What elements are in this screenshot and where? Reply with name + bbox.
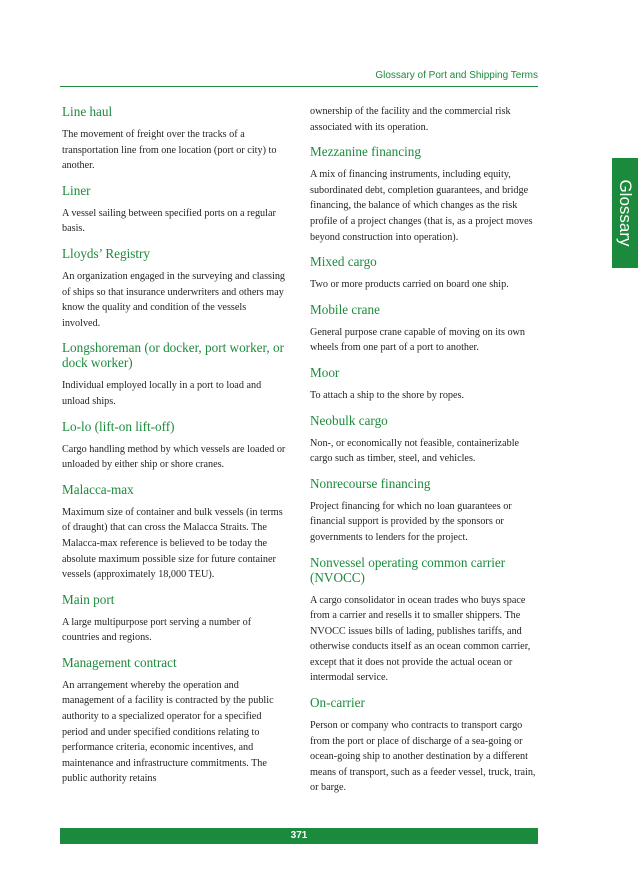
entry-term: On-carrier: [310, 695, 365, 711]
glossary-entry: [310, 254, 538, 293]
entry-definition: A cargo consolidator in ocean trades who buys space from a carrier and resells it to smaller shippers. The NVOCC issues bills of lading, publishes tariffs, and otherwise conducts itself as an ocean common carrier, except that it does not provide the actual ocean or intermodal service.: [310, 594, 531, 684]
entry-term: Nonvessel operating common carrier (NVOCC): [310, 554, 506, 585]
entry-term: Neobulk cargo: [310, 412, 388, 428]
glossary-entry: [310, 555, 538, 687]
right-column: [310, 104, 538, 805]
page-number: 371: [290, 830, 308, 841]
entry-term: Nonrecourse financing: [310, 475, 431, 491]
entry-definition: General purpose crane capable of moving on its own wheels from one part of a port to another.: [310, 326, 525, 354]
header-rule: [60, 86, 538, 87]
entry-term: Mobile crane: [310, 301, 380, 317]
glossary-entry: [62, 183, 286, 237]
glossary-entry: [62, 246, 286, 331]
entry-term: Lo-lo (lift-on lift-off): [62, 418, 175, 434]
entry-definition: An arrangement whereby the operation and management of a facility is contracted by the public authority to a specialized operator for a specified period and under specified conditions relating to performance criteria, economic incentives, and maintenance and infrastructure commitments. The public authority retains: [62, 679, 274, 785]
entry-definition: A mix of financing instruments, including equity, subordinated debt, completion guarantees, and bridge financing, the balance of which changes as the risk profile of a project changes (that is, as a project moves beyond construction into operation).: [310, 169, 533, 243]
entry-definition: Individual employed locally in a port to load and unload ships.: [62, 380, 262, 407]
glossary-entry: [310, 695, 538, 796]
entry-definition: To attach a ship to the shore by ropes.: [310, 389, 465, 401]
side-tab-label: Glossary: [616, 179, 635, 247]
entry-term: Moor: [310, 364, 340, 380]
entry-term: Lloyds’ Registry: [62, 245, 151, 261]
glossary-entry: [310, 365, 538, 404]
running-header: Glossary of Port and Shipping Terms: [375, 70, 538, 81]
entry-term: Longshoreman (or docker, port worker, or dock worker): [62, 340, 284, 371]
glossary-entry: [62, 592, 286, 646]
continued-definition: ownership of the facility and the commercial risk associated with its operation.: [310, 106, 511, 133]
glossary-side-tab: [612, 158, 638, 268]
entry-definition: Maximum size of container and bulk vessels (in terms of draught) that can cross the Malacca Straits. The Malacca-max reference is believed to be today the absolute maximum possible size for future container vessels (approximately 18,000 TEU).: [62, 506, 283, 581]
entry-term: Main port: [62, 591, 115, 607]
entry-term: Malacca-max: [62, 481, 134, 497]
entry-definition: Person or company who contracts to transport cargo from the port or place of discharge of a sea-going or ocean-going ship to another destination by a different means of transport, such as a feeder vessel, truck, train, or barge.: [310, 720, 536, 794]
glossary-entry: [62, 482, 286, 583]
glossary-entry: [310, 302, 538, 356]
left-column: [62, 104, 286, 796]
entry-definition: Two or more products carried on board one ship.: [310, 279, 509, 291]
glossary-entry: [62, 655, 286, 787]
glossary-entry: [62, 104, 286, 174]
entry-definition: The movement of freight over the tracks of a transportation line from one location (port or city) to another.: [62, 129, 277, 172]
entry-definition: A vessel sailing between specified ports on a regular basis.: [62, 207, 276, 235]
entry-definition: Cargo handling method by which vessels are loaded or unloaded by either ship or shore cranes.: [62, 443, 286, 471]
glossary-entry: [62, 340, 286, 409]
glossary-entry: [310, 413, 538, 467]
entry-definition: A large multipurpose port serving a number of countries and regions.: [62, 616, 252, 644]
footer-bar: [60, 828, 538, 844]
entry-term: Mixed cargo: [310, 254, 377, 270]
entry-term: Mezzanine financing: [310, 144, 421, 160]
entry-term: Management contract: [62, 654, 177, 670]
glossary-entry: [310, 144, 538, 245]
entry-definition: Project financing for which no loan guarantees or financial support is provided by the sponsors or governments to lenders for the project.: [310, 500, 512, 543]
entry-term: Line haul: [62, 104, 113, 119]
entry-definition: An organization engaged in the surveying and classing of ships so that insurance underwriters and others may know the quality and condition of the vessels involved.: [62, 270, 286, 329]
entry-term: Liner: [62, 182, 91, 198]
glossary-entry: [62, 419, 286, 473]
entry-definition: Non-, or economically not feasible, containerizable cargo such as timber, steel, and vehicles.: [310, 437, 520, 465]
glossary-entry: [310, 476, 538, 546]
